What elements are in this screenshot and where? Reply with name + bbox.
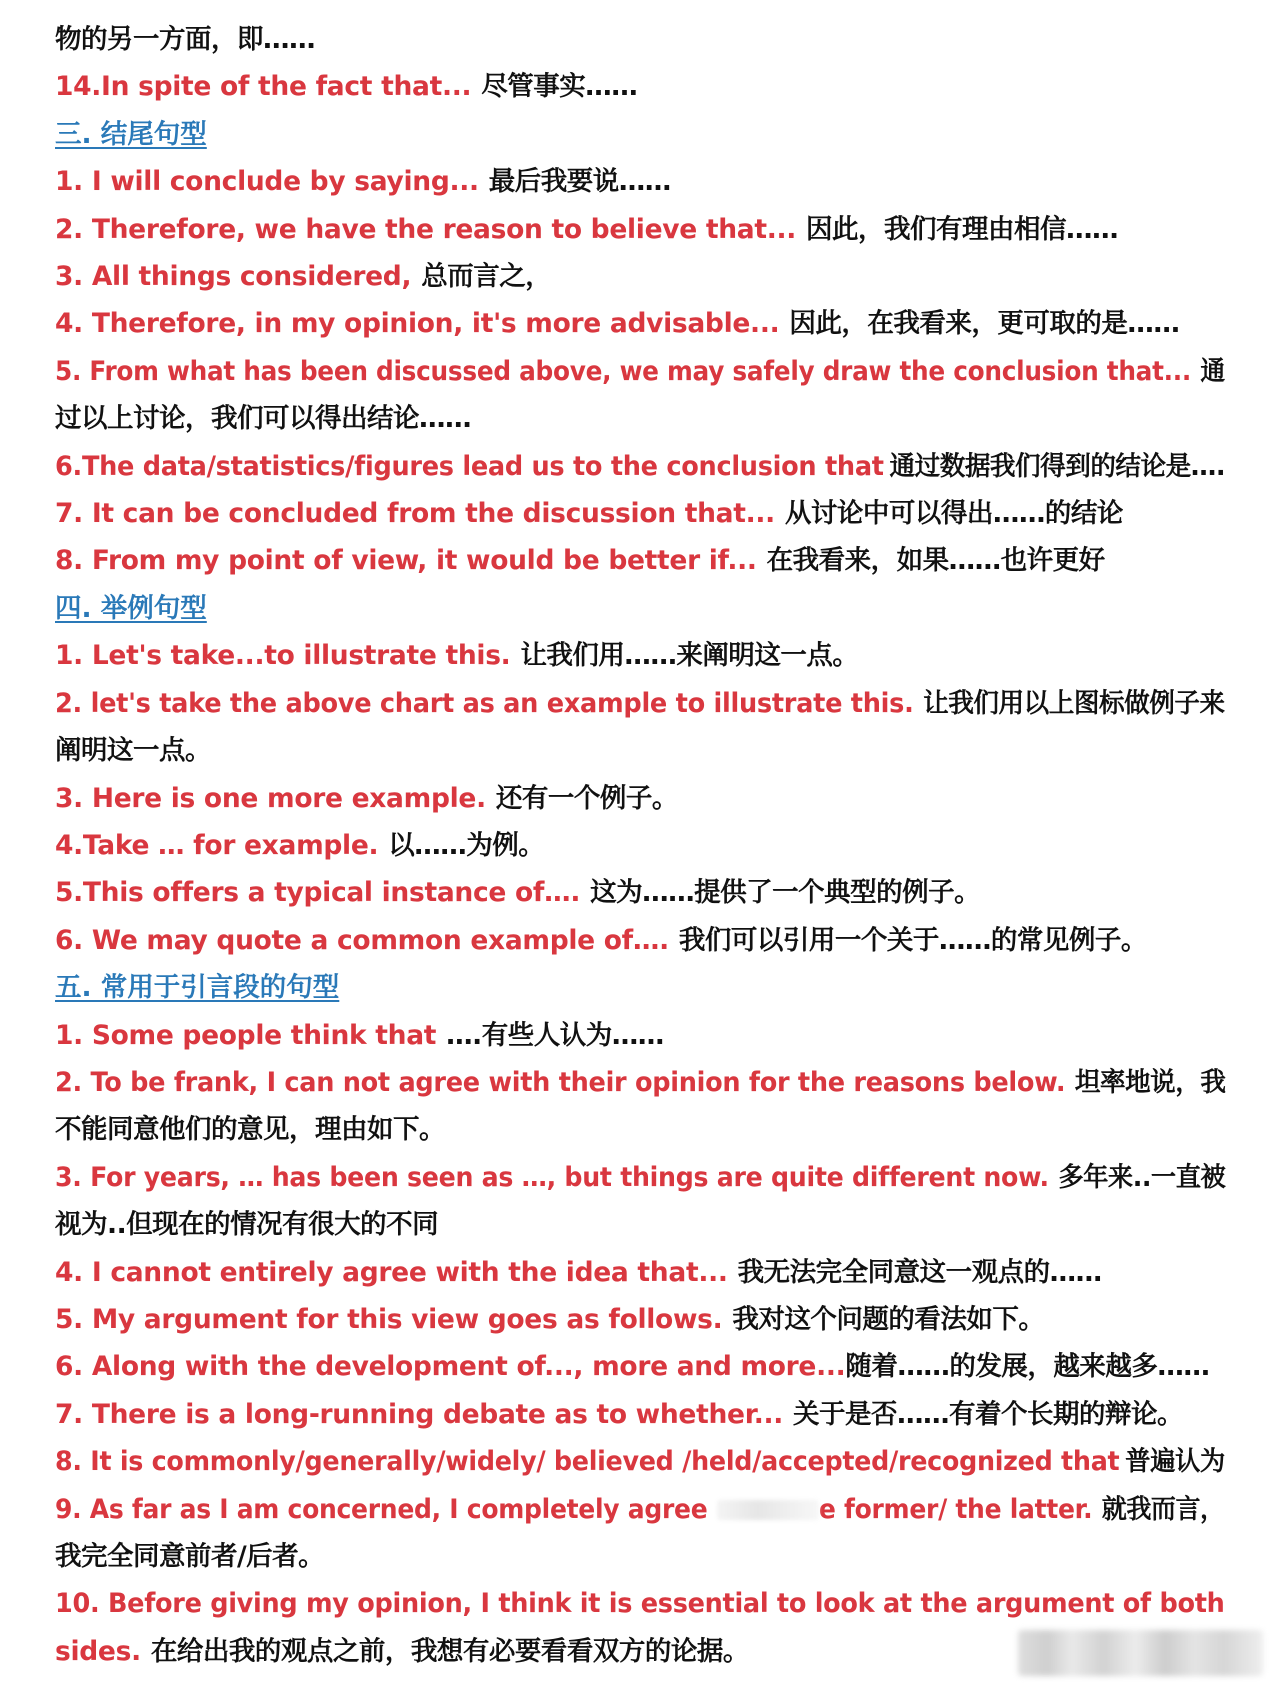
chinese-translation: 我们可以引用一个关于……的常见例子。 [678,924,1147,956]
phrase-line [55,1343,1225,1390]
english-phrase: 10. Before giving my opinion, I think it is essential to look at the argument of both [55,1588,1225,1620]
chinese-translation: 在给出我的观点之前，我想有必要看看双方的论据。 [150,1635,749,1667]
chinese-translation: 我对这个问题的看法如下。 [732,1303,1045,1335]
english-phrase: 14.In spite of the fact that... [55,71,472,103]
english-phrase: 7. It can be concluded from the discussion that... [55,498,775,530]
english-phrase: 9. As far as I am concerned, I completely agree [55,1493,708,1525]
chinese-translation: 还有一个例子。 [495,782,678,814]
english-phrase: sides. [55,1635,141,1667]
phrase-line [55,63,1225,110]
english-phrase: 5. From what has been discussed above, we may safely draw the conclusion that... [55,355,1192,387]
phrase-line [55,443,1226,490]
section-heading-4 [55,585,1225,632]
english-phrase: 3. For years, … has been seen as …, but things are quite different now. [55,1161,1049,1193]
english-phrase: 5. My argument for this view goes as follows. [55,1303,723,1335]
section-heading-text: 四. 举例句型 [55,592,207,624]
phrase-line [55,680,1225,727]
phrase-line [55,1154,1226,1201]
english-phrase: 6. We may quote a common example of…. [55,924,669,956]
english-phrase: 4. Therefore, in my opinion, it's more advisable... [55,308,780,340]
phrase-line [55,300,1225,347]
chinese-translation: 就我而言， [1101,1493,1225,1525]
text-line [55,395,1225,442]
chinese-translation: 普遍认为 [1125,1446,1225,1478]
phrase-line [55,1296,1225,1343]
text-line [55,16,1225,63]
phrase-line [55,822,1225,869]
english-phrase: 3. Here is one more example. [55,782,486,814]
english-phrase: 6. Along with the development of..., more and more... [55,1351,846,1383]
chinese-translation: 这为……提供了一个典型的例子。 [590,877,981,909]
section-heading-3 [55,111,1225,158]
phrase-line [55,1059,1226,1106]
chinese-translation: ….有些人认为…… [446,1019,664,1051]
english-phrase: 1. Some people think that [55,1019,437,1051]
english-phrase: 2. To be frank, I can not agree with their opinion for the reasons below. [55,1066,1066,1098]
chinese-translation: 因此，我们有理由相信…… [806,213,1119,245]
chinese-translation: 最后我要说…… [488,166,671,198]
section-heading-text: 三. 结尾句型 [55,118,207,150]
english-phrase: 6.The data/statistics/figures lead us to the conclusion that [55,450,884,482]
chinese-translation: 尽管事实…… [481,71,638,103]
chinese-translation: 让我们用以上图标做例子来 [923,687,1225,719]
chinese-text: 物的另一方面，即…… [55,24,315,55]
chinese-text: 阐明这一点。 [55,735,211,767]
english-phrase: 8. From my point of view, it would be better if... [55,545,757,577]
phrase-line [55,206,1225,253]
chinese-translation: 通 [1200,355,1225,387]
text-line [55,1533,1225,1580]
english-phrase: 4.Take … for example. [55,829,379,861]
chinese-translation: 我无法完全同意这一观点的…… [737,1256,1102,1288]
phrase-line [55,253,1225,300]
document-body [55,16,1225,1675]
phrase-line [55,1391,1225,1438]
english-phrase: 7. There is a long-running debate as to whether... [55,1398,783,1430]
chinese-translation: 关于是否……有着个长期的辩论。 [793,1398,1183,1430]
chinese-translation: 以……为例。 [388,829,545,861]
english-phrase: 8. It is commonly/generally/widely/ believed /held/accepted/recognized that [55,1446,1120,1478]
english-phrase: 3. All things considered, [55,261,412,293]
chinese-text: 视为..但现在的情况有很大的不同 [55,1209,439,1241]
phrase-line [55,1580,1225,1627]
chinese-translation: 随着……的发展，越来越多…… [845,1351,1210,1383]
chinese-translation: 从讨论中可以得出……的结论 [784,498,1123,530]
chinese-text: 过以上讨论，我们可以得出结论…… [55,403,471,435]
chinese-translation: 坦率地说，我 [1074,1066,1226,1098]
english-phrase: 2. Therefore, we have the reason to believe that... [55,213,797,245]
phrase-line [55,1486,1225,1533]
chinese-translation: 通过数据我们得到的结论是…. [889,450,1226,482]
phrase-line [55,1012,1225,1059]
phrase-line [55,1438,1225,1485]
chinese-translation: 多年来..一直被 [1058,1161,1226,1193]
phrase-line [55,917,1225,964]
phrase-line [55,632,1225,679]
english-phrase: 5.This offers a typical instance of…. [55,877,581,909]
phrase-line [55,1249,1225,1296]
phrase-line [55,775,1225,822]
blurred-watermark [1018,1630,1263,1676]
english-phrase-continued: e former/ the latter. [818,1493,1093,1525]
section-heading-5 [55,964,1225,1011]
chinese-translation: 因此，在我看来，更可取的是…… [789,308,1180,340]
english-phrase: 2. let's take the above chart as an example to illustrate this. [55,687,914,719]
text-line [55,1106,1225,1153]
text-line [55,1201,1225,1248]
phrase-line [55,490,1225,537]
phrase-line [55,158,1225,205]
phrase-line [55,869,1225,916]
phrase-line [55,537,1225,584]
english-phrase: 1. Let's take...to illustrate this. [55,640,511,672]
english-phrase: 1. I will conclude by saying... [55,166,479,198]
english-phrase: 4. I cannot entirely agree with the idea that... [55,1256,728,1288]
chinese-text: 不能同意他们的意见，理由如下。 [55,1114,445,1146]
chinese-translation: 让我们用……来阐明这一点。 [520,640,859,672]
section-heading-text: 五. 常用于引言段的句型 [55,972,340,1004]
chinese-text: 我完全同意前者/后者。 [55,1541,325,1572]
chinese-translation: 在我看来，如果……也许更好 [766,545,1105,577]
text-line [55,727,1225,774]
chinese-translation: 总而言之， [421,261,552,293]
redacted-blur [717,1500,819,1520]
phrase-line [55,348,1225,395]
